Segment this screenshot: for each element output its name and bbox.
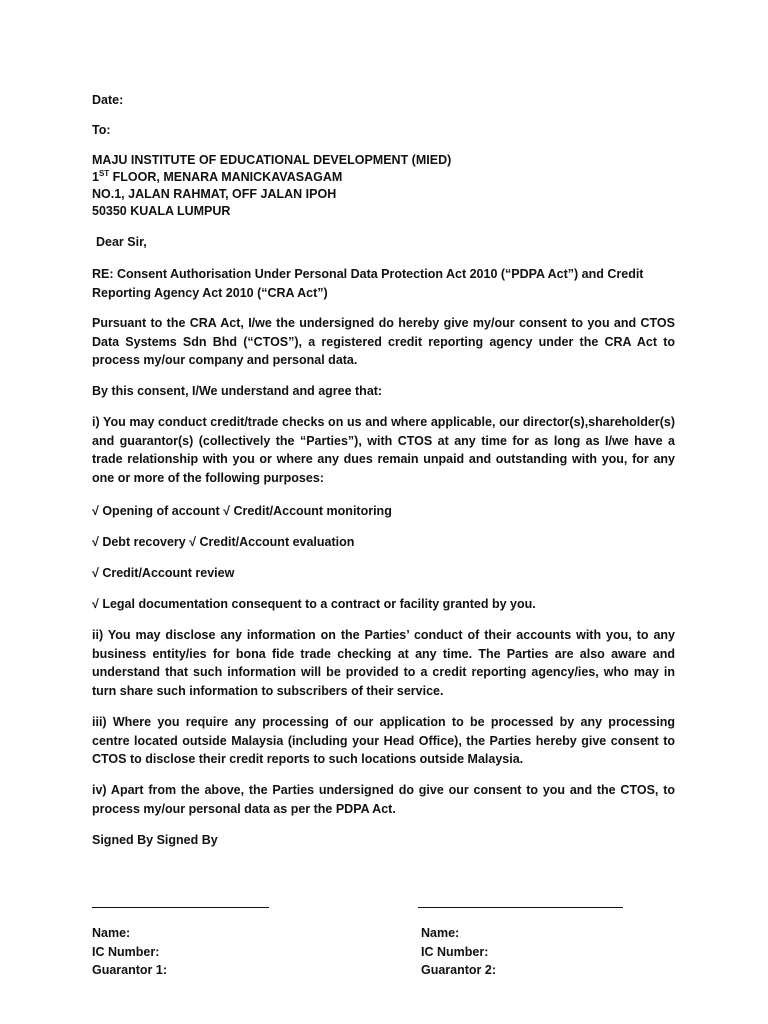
signature-line-1 [92, 907, 269, 908]
address-line-3: NO.1, JALAN RAHMAT, OFF JALAN IPOH [92, 187, 337, 201]
guarantor-2-block [421, 924, 496, 980]
address-line-4: 50350 KUALA LUMPUR [92, 204, 231, 218]
purpose-item: √ Opening of account √ Credit/Account monitoring [92, 504, 392, 518]
purpose-item: √ Credit/Account review [92, 566, 235, 580]
paragraph-agree: By this consent, I/We understand and agree that: [92, 384, 383, 398]
paragraph-credit-checks: i) You may conduct credit/trade checks on us and where applicable, our director(s),shareholder(s) and guarantor(s) (collectively the “Parties”), with CTOS at any time for as long as I/we have a trade relationship with you or where any dues remain unpaid and outstanding with you, for any one or more of the following purposes: [92, 415, 675, 485]
salutation: Dear Sir, [96, 235, 147, 249]
purpose-item: √ Debt recovery √ Credit/Account evaluation [92, 535, 355, 549]
date-label: Date: [92, 93, 124, 107]
subject-line: RE: Consent Authorisation Under Personal Data Protection Act 2010 (“PDPA Act”) and Credit Reporting Agency Act 2010 (“CRA Act”) [92, 267, 644, 300]
guarantor-1-block [92, 924, 167, 980]
name-label: Name: [421, 926, 460, 940]
guarantor-label: Guarantor 1: [92, 963, 168, 977]
address-line-2: 1ST FLOOR, MENARA MANICKAVASAGAM [92, 168, 343, 184]
address-line-1: MAJU INSTITUTE OF EDUCATIONAL DEVELOPMENT (MIED) [92, 153, 452, 167]
ic-number-label: IC Number: [92, 944, 160, 959]
purpose-item: √ Legal documentation consequent to a contract or facility granted by you. [92, 597, 536, 611]
ic-number-label: IC Number: [421, 944, 489, 959]
recipient-address [92, 152, 675, 220]
signature-line-2 [418, 907, 623, 908]
to-label: To: [92, 123, 111, 137]
paragraph-disclosure: ii) You may disclose any information on the Parties’ conduct of their accounts with you, to any business entity/ies for bona fide trade checking at any time. The Parties are also aware and understand that such information will be provided to a credit reporting agency/ies, who may in turn share such information to subscribers of their service. [92, 628, 675, 698]
paragraph-pdpa-consent: iv) Apart from the above, the Parties undersigned do give our consent to you and the CTOS, to process my/our personal data as per the PDPA Act. [92, 783, 675, 816]
paragraph-processing-abroad: iii) Where you require any processing of our application to be processed by any processing centre located outside Malaysia (including your Head Office), the Parties hereby give consent to CTOS to disclose their credit reports to such locations outside Malaysia. [92, 715, 675, 766]
name-label: Name: [92, 926, 131, 940]
guarantor-label: Guarantor 2: [421, 963, 497, 977]
paragraph-consent: Pursuant to the CRA Act, I/we the undersigned do hereby give my/our consent to you and CTOS Data Systems Sdn Bhd (“CTOS”), a registered credit reporting agency under the CRA Act to process my/our company and personal data. [92, 316, 675, 367]
signed-by-label: Signed By Signed By [92, 833, 218, 847]
